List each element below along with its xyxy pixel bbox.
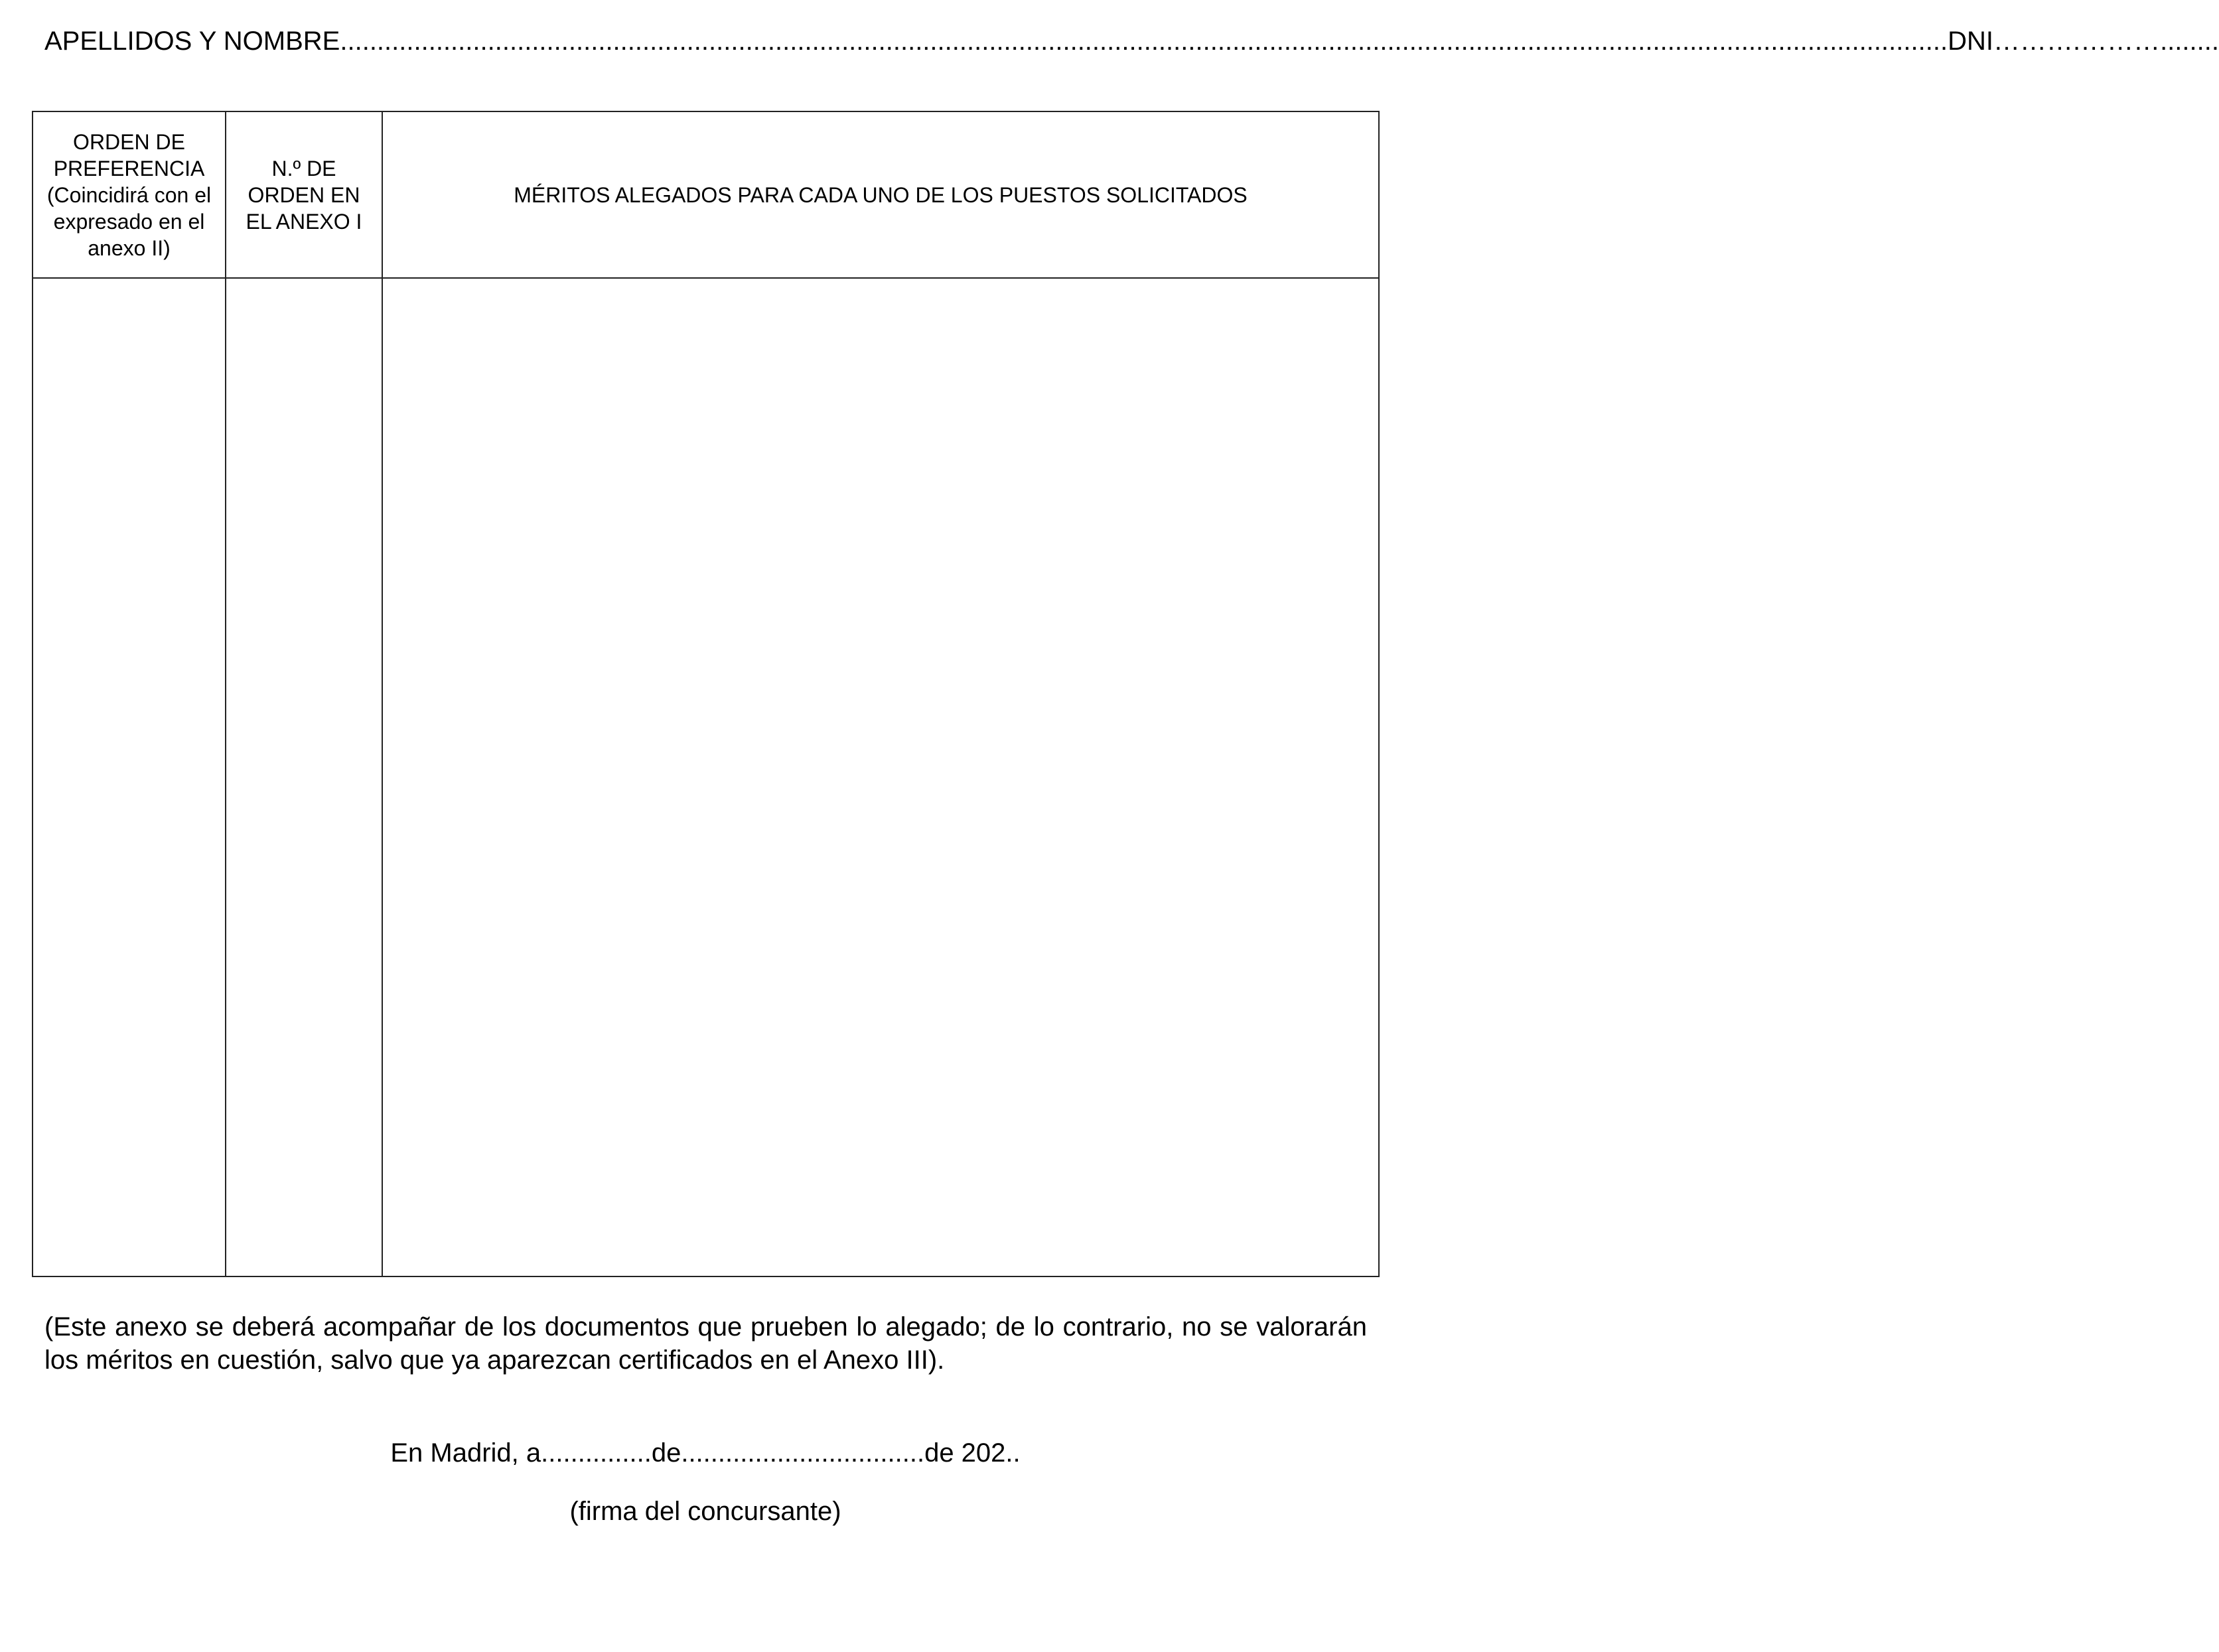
column-header-order-number: N.º DE ORDEN EN EL ANEXO I: [246, 156, 362, 234]
name-field[interactable]: ..........................................................................................................................................................................................................................: [340, 27, 1948, 56]
order-number-cell[interactable]: [226, 279, 382, 1276]
place-date-line: En Madrid, a...............de.................................de 202..: [390, 1438, 1021, 1468]
merits-cell[interactable]: [383, 279, 1378, 1276]
column-header-preference: ORDEN DE PREFERENCIA (Coincidirá con el expresado en el anexo II): [46, 129, 212, 260]
dni-label: DNI: [1948, 27, 1993, 56]
signature-caption: (firma del concursante): [569, 1497, 841, 1526]
note-text: (Este anexo se deberá acompañar de los documentos que prueben lo alegado; de lo contrario, no se valorarán los méritos en cuestión, salvo que ya aparezcan certificados en el Anexo III).: [44, 1312, 1367, 1375]
dni-field[interactable]: ……….………........: [1993, 27, 2219, 56]
applicant-header: [44, 24, 2219, 58]
merits-table: [32, 111, 1380, 1277]
name-label: APELLIDOS Y NOMBRE: [44, 27, 340, 56]
column-header-merits: MÉRITOS ALEGADOS PARA CADA UNO DE LOS PUESTOS SOLICITADOS: [514, 182, 1248, 207]
preference-cell[interactable]: [33, 279, 225, 1276]
